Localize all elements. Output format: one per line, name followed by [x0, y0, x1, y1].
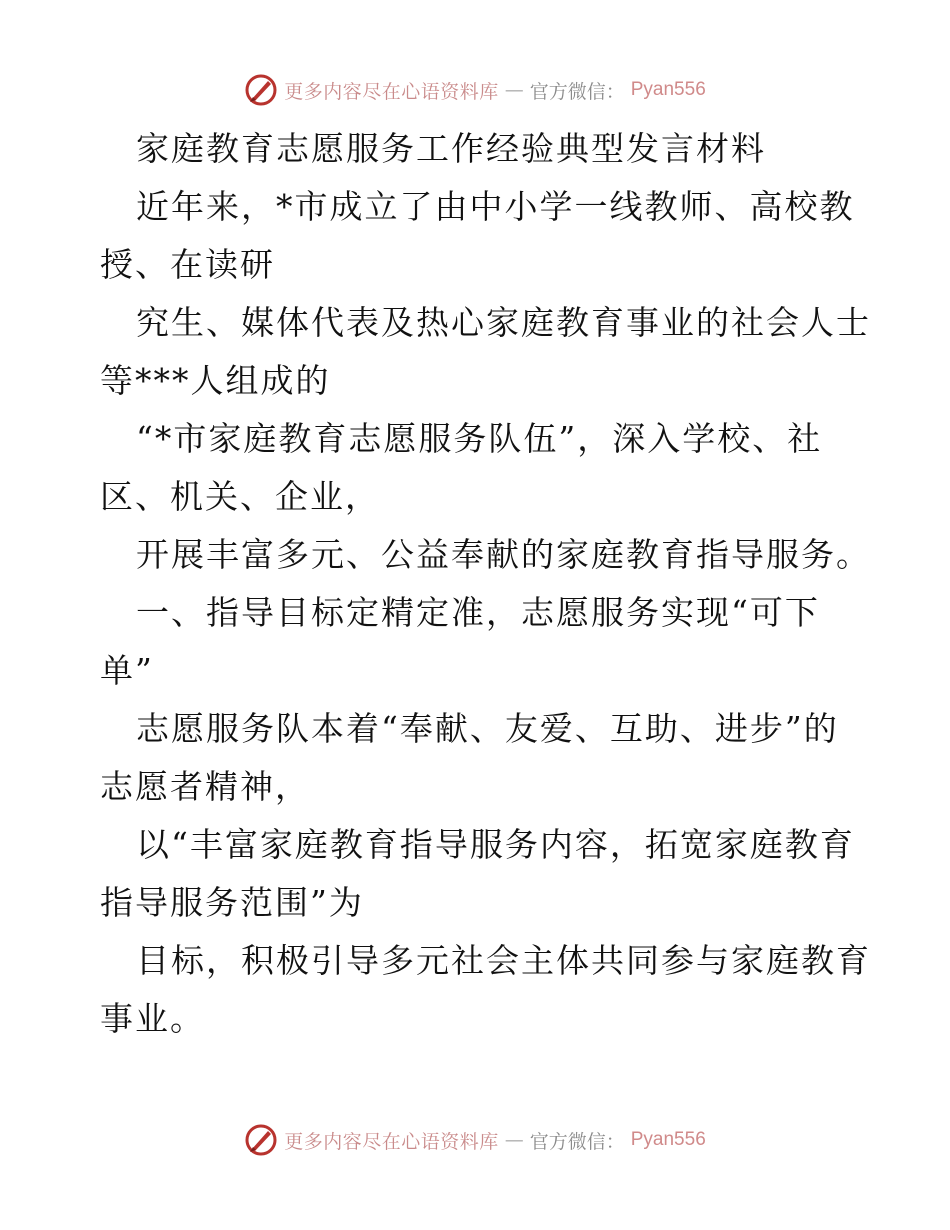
text-line: 区、机关、企业， [100, 477, 380, 516]
text-line: 等***人组成的 [100, 361, 331, 400]
banner-wechat-id: Pyan556 [630, 79, 706, 100]
text-line: 目标，积极引导多元社会主体共同参与家庭教育 [136, 941, 871, 980]
text-line: 究生、媒体代表及热心家庭教育事业的社会人士 [136, 303, 871, 342]
text-line: 事业。 [100, 999, 205, 1038]
banner-dash: — [504, 1129, 524, 1151]
section-heading-line: 一、指导目标定精定准，志愿服务实现“可下 [136, 593, 820, 632]
banner-site-text: 更多内容尽在心语资料库 [284, 1130, 499, 1153]
banner-wechat-id: Pyan556 [630, 1129, 706, 1150]
banner-site-text: 更多内容尽在心语资料库 [284, 80, 499, 103]
text-line: 授、在读研 [100, 245, 275, 284]
footer-banner [0, 1120, 950, 1160]
text-line: 开展丰富多元、公益奉献的家庭教育指导服务。 [136, 535, 871, 574]
quill-logo-icon [244, 1123, 278, 1157]
text-line: “*市家庭教育志愿服务队伍”，深入学校、社 [136, 419, 823, 458]
banner-dash: — [504, 79, 524, 101]
section-heading-line: 单” [100, 651, 154, 690]
banner-wechat-label: 官方微信： [529, 80, 625, 103]
header-banner [0, 70, 950, 110]
text-line: 近年来，*市成立了由中小学一线教师、高校教 [136, 187, 855, 226]
doc-title: 家庭教育志愿服务工作经验典型发言材料 [136, 129, 766, 168]
text-line: 志愿服务队本着“奉献、友爱、互助、进步”的 [136, 709, 839, 748]
quill-logo-icon [244, 73, 278, 107]
banner-wechat-label: 官方微信： [529, 1130, 625, 1153]
text-line: 以“丰富家庭教育指导服务内容，拓宽家庭教育 [136, 825, 855, 864]
document-body [100, 120, 871, 1048]
text-line: 指导服务范围”为 [100, 883, 364, 922]
text-line: 志愿者精神， [100, 767, 310, 806]
